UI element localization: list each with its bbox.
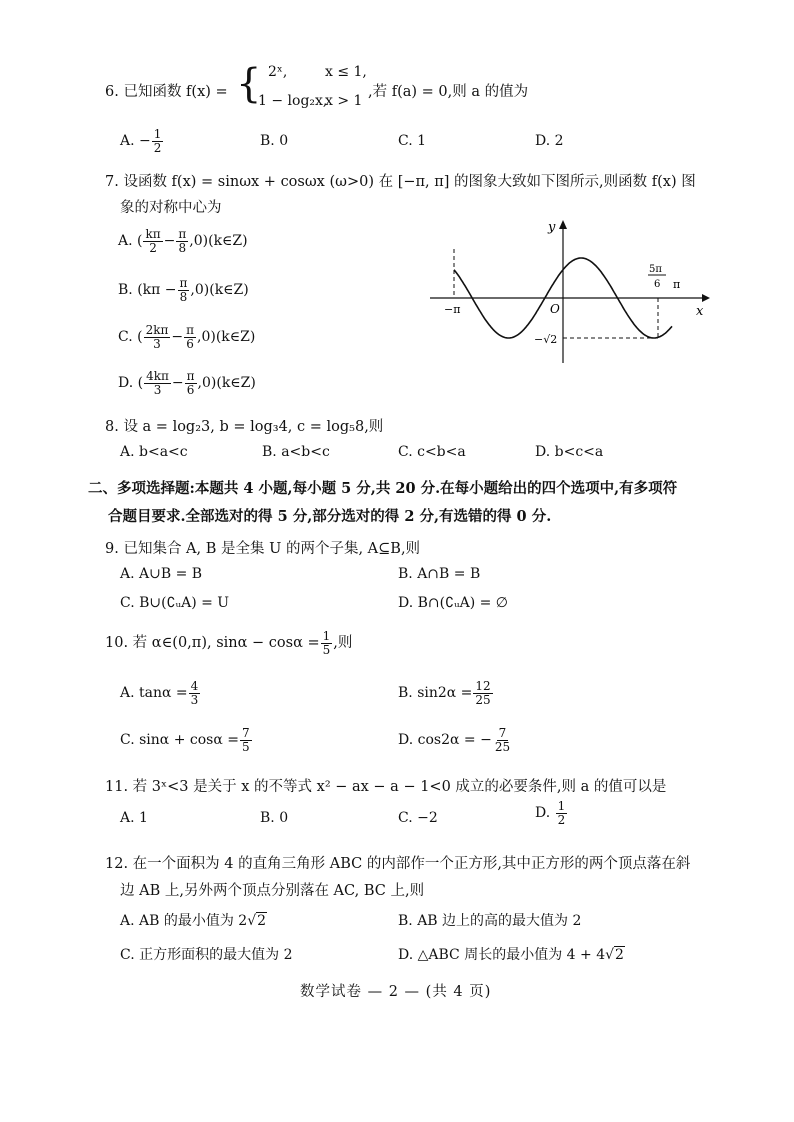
neg-sqrt2-label: −√2 bbox=[534, 333, 558, 346]
q8-option-d: D. b<c<a bbox=[535, 444, 604, 460]
q6-brace: { bbox=[236, 61, 262, 107]
q9-stem: 9. 已知集合 A, B 是全集 U 的两个子集, A⊆B,则 bbox=[105, 541, 421, 557]
section2-instructions-line1: 二、多项选择题:本题共 4 小题,每小题 5 分,共 20 分.在每小题给出的四个选项中,有多项符 bbox=[88, 480, 678, 497]
neg-pi-label: −π bbox=[444, 303, 461, 316]
q11-option-a: A. 1 bbox=[120, 810, 148, 826]
q11-option-d: D. $\frac{1}{2}$ bbox=[535, 799, 566, 827]
page-footer: 数学试卷 — 2 — (共 4 页) bbox=[300, 984, 492, 1000]
five-pi-numerator: 5π bbox=[649, 264, 662, 275]
q6-option-d: D. 2 bbox=[535, 133, 564, 149]
q10-option-c: C. sinα + cosα = $\frac{7}{5}$ bbox=[120, 726, 250, 754]
q10-option-a: A. tanα = $\frac{4}{3}$ bbox=[120, 679, 199, 707]
q9-option-d: D. B∩(∁ᵤA) = ∅ bbox=[398, 595, 508, 611]
q7-stem-line1: 7. 设函数 f(x) = sinωx + cosωx (ω>0) 在 [−π, π] 的图象大致如下图所示,则函数 f(x) 图 bbox=[105, 174, 696, 190]
q6-option-b: B. 0 bbox=[260, 133, 289, 149]
q6-option-a: A. − $\frac{1}{2}$ bbox=[120, 127, 162, 155]
q8-option-b: B. a<b<c bbox=[262, 444, 330, 460]
q11-option-c: C. −2 bbox=[398, 810, 438, 826]
section2-instructions-line2: 合题目要求.全部选对的得 5 分,部分选对的得 2 分,有选错的得 0 分. bbox=[108, 508, 552, 525]
q10-stem: 10. 若 α∈(0,π), sinα − cosα = $\frac{1}{5}$ ,则 bbox=[105, 629, 353, 657]
q11-option-b: B. 0 bbox=[260, 810, 289, 826]
q8-option-a: A. b<a<c bbox=[120, 444, 188, 460]
q9-option-b: B. A∩B = B bbox=[398, 566, 481, 582]
q7-option-b: B. (kπ − $\frac{\pi}{8}$ ,0)(k∈Z) bbox=[118, 276, 249, 304]
q6-stem-b: ,若 f(a) = 0,则 a 的值为 bbox=[368, 84, 529, 100]
q10-option-b: B. sin2α = $\frac{12}{25}$ bbox=[398, 679, 491, 707]
q8-stem: 8. 设 a = log₂3, b = log₃4, c = log₅8,则 bbox=[105, 419, 384, 435]
q8-option-c: C. c<b<a bbox=[398, 444, 466, 460]
q12-option-c: C. 正方形面积的最大值为 2 bbox=[120, 947, 293, 963]
q12-option-a: A. AB 的最小值为 2√2 bbox=[120, 913, 267, 929]
q12-option-b: B. AB 边上的高的最大值为 2 bbox=[398, 913, 582, 929]
q7-option-d: D. ( $\frac{4k\pi}{3}$ − $\frac{\pi}{6}$ ,0)(k∈Z) bbox=[118, 369, 256, 397]
pi-label: π bbox=[673, 278, 681, 291]
x-axis-arrow bbox=[702, 294, 710, 302]
q6-case1-cond: x ≤ 1, bbox=[325, 64, 367, 80]
q7-option-a: A. ( $\frac{k\pi}{2}$ − $\frac{\pi}{8}$ ,0)(k∈Z) bbox=[118, 227, 248, 255]
q7-option-c: C. ( $\frac{2k\pi}{3}$ − $\frac{\pi}{6}$ ,0)(k∈Z) bbox=[118, 323, 256, 351]
q9-option-a: A. A∪B = B bbox=[120, 566, 203, 582]
five-pi-denominator: 6 bbox=[654, 279, 661, 290]
origin-label: O bbox=[550, 302, 560, 316]
q12-stem-line2: 边 AB 上,另外两个顶点分别落在 AC, BC 上,则 bbox=[120, 883, 425, 899]
q6-stem-a: 6. 已知函数 f(x) = bbox=[105, 84, 228, 100]
q7-stem-line2: 象的对称中心为 bbox=[120, 200, 222, 216]
y-axis-arrow bbox=[559, 220, 567, 229]
q12-option-d: D. △ABC 周长的最小值为 4 + 4√2 bbox=[398, 947, 624, 963]
q6-case2-expr: 1 − log₂x, bbox=[258, 93, 328, 109]
q10-option-d: D. cos2α = − $\frac{7}{25}$ bbox=[398, 726, 511, 754]
q12-stem-line1: 12. 在一个面积为 4 的直角三角形 ABC 的内部作一个正方形,其中正方形的两个顶点落在斜 bbox=[105, 856, 691, 872]
q7-function-graph bbox=[420, 215, 710, 365]
x-label: x bbox=[696, 304, 704, 319]
q6-case2-cond: x > 1 bbox=[325, 93, 363, 109]
q6-case1-expr: 2ˣ, bbox=[268, 64, 288, 80]
y-label: y bbox=[548, 220, 556, 235]
q11-stem: 11. 若 3ˣ<3 是关于 x 的不等式 x² − ax − a − 1<0 成立的必要条件,则 a 的值可以是 bbox=[105, 779, 667, 795]
q9-option-c: C. B∪(∁ᵤA) = U bbox=[120, 595, 230, 611]
q6-option-c: C. 1 bbox=[398, 133, 427, 149]
